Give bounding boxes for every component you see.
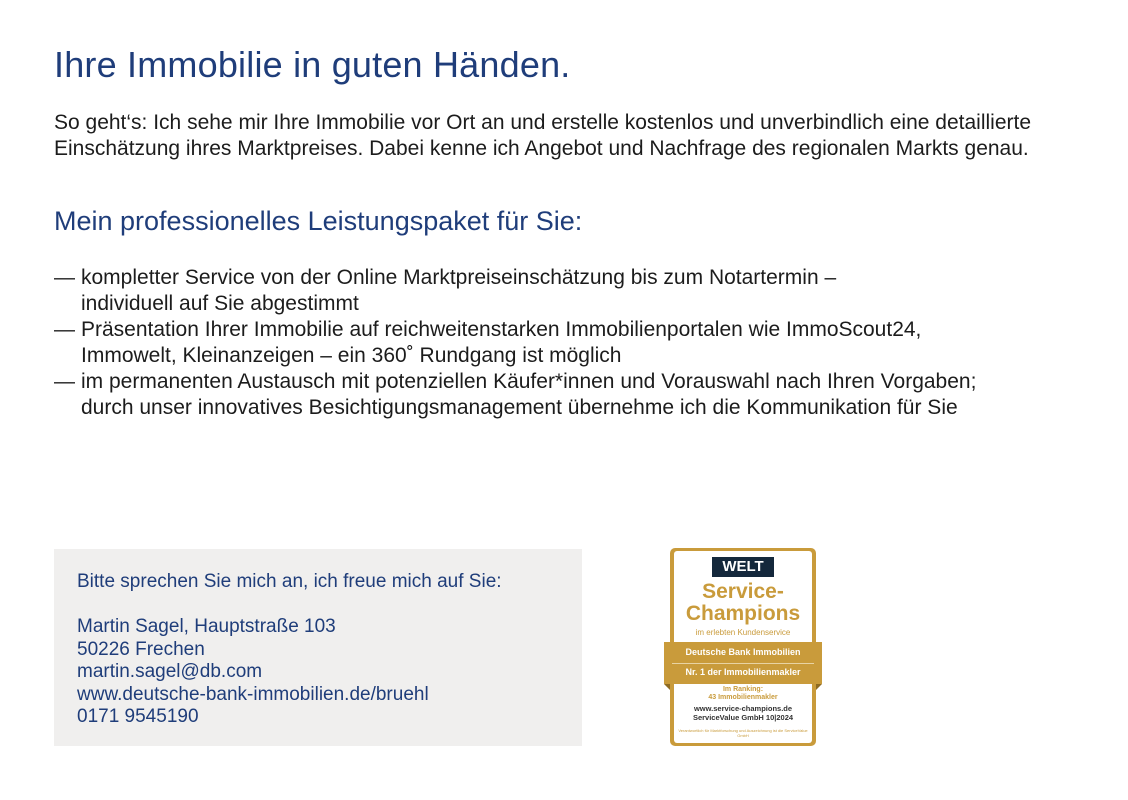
seal-fine-print: Verantwortlich für Marktforschung und Auszeichnung ist die ServiceValue GmbH [678, 728, 808, 738]
welt-logo: WELT [712, 557, 774, 577]
benefit-text [81, 317, 921, 369]
seal-title [670, 581, 816, 625]
benefit-item [54, 369, 1094, 421]
benefit-line: Präsentation Ihrer Immobilie auf reichweitenstarken Immobilienportalen wie ImmoScout24, [81, 318, 922, 341]
benefit-text [81, 265, 836, 317]
benefit-line: im permanenten Austausch mit potenziellen Käufer*innen und Vorauswahl nach Ihren Vorgaben; [81, 370, 977, 393]
intro-paragraph: So geht‘s: Ich sehe mir Ihre Immobilie vor Ort an und erstelle kostenlos und unverbindlich eine detaillierte Einschätzung ihres Marktpreises. Dabei kenne ich Angebot und Nachfrage des regionalen Markts genau. [54, 111, 1032, 160]
service-champions-seal [664, 548, 824, 748]
ribbon-company: Deutsche Bank Immobilien [685, 647, 801, 657]
benefit-line: durch unser innovatives Besichtigungsmanagement übernehme ich die Kommunikation für Sie [81, 396, 958, 419]
contact-invite: Bitte sprechen Sie mich an, ich freue mich auf Sie: [77, 571, 502, 592]
dash-bullet: — [54, 318, 75, 341]
page-headline: Ihre Immobilie in guten Händen. [54, 44, 571, 85]
ranking-count: 43 Immobilienmakler [708, 694, 778, 701]
seal-issuer [670, 704, 816, 722]
services-heading: Mein professionelles Leistungspaket für Sie: [54, 206, 583, 236]
benefit-item [54, 265, 1094, 317]
seal-ranking [670, 686, 816, 702]
ribbon-rank: Nr. 1 der Immobilienmakler [685, 667, 801, 677]
seal-ribbon [664, 642, 822, 684]
dash-bullet: — [54, 370, 75, 393]
seal-issuer-date: ServiceValue GmbH 10|2024 [692, 713, 794, 722]
contact-website-link[interactable]: www.deutsche-bank-immobilien.de/bruehl [77, 683, 429, 705]
contact-box [54, 549, 582, 746]
ribbon-divider [672, 663, 814, 664]
contact-phone[interactable]: 0171 9545190 [77, 706, 199, 727]
seal-subtitle: im erlebten Kundenservice [695, 628, 791, 637]
dash-bullet: — [54, 266, 75, 289]
benefit-line: kompletter Service von der Online Marktpreiseinschätzung bis zum Notartermin – [81, 266, 837, 289]
contact-city: 50226 Frechen [77, 638, 205, 660]
benefits-list [54, 265, 1094, 421]
ribbon-fold-right [816, 684, 822, 690]
seal-title-line: Service- [702, 580, 784, 603]
contact-details [77, 616, 429, 729]
seal-url: www.service-champions.de [693, 704, 793, 713]
benefit-text [81, 369, 976, 421]
seal-title-line: Champions [685, 602, 801, 625]
contact-name-address: Martin Sagel, Hauptstraße 103 [77, 616, 336, 637]
benefit-item [54, 317, 1094, 369]
ranking-label: Im Ranking: [722, 686, 764, 693]
contact-email-link[interactable]: martin.sagel@db.com [77, 661, 263, 682]
benefit-line: Immowelt, Kleinanzeigen – ein 360˚ Rundgang ist möglich [81, 344, 622, 367]
benefit-line: individuell auf Sie abgestimmt [81, 292, 359, 315]
